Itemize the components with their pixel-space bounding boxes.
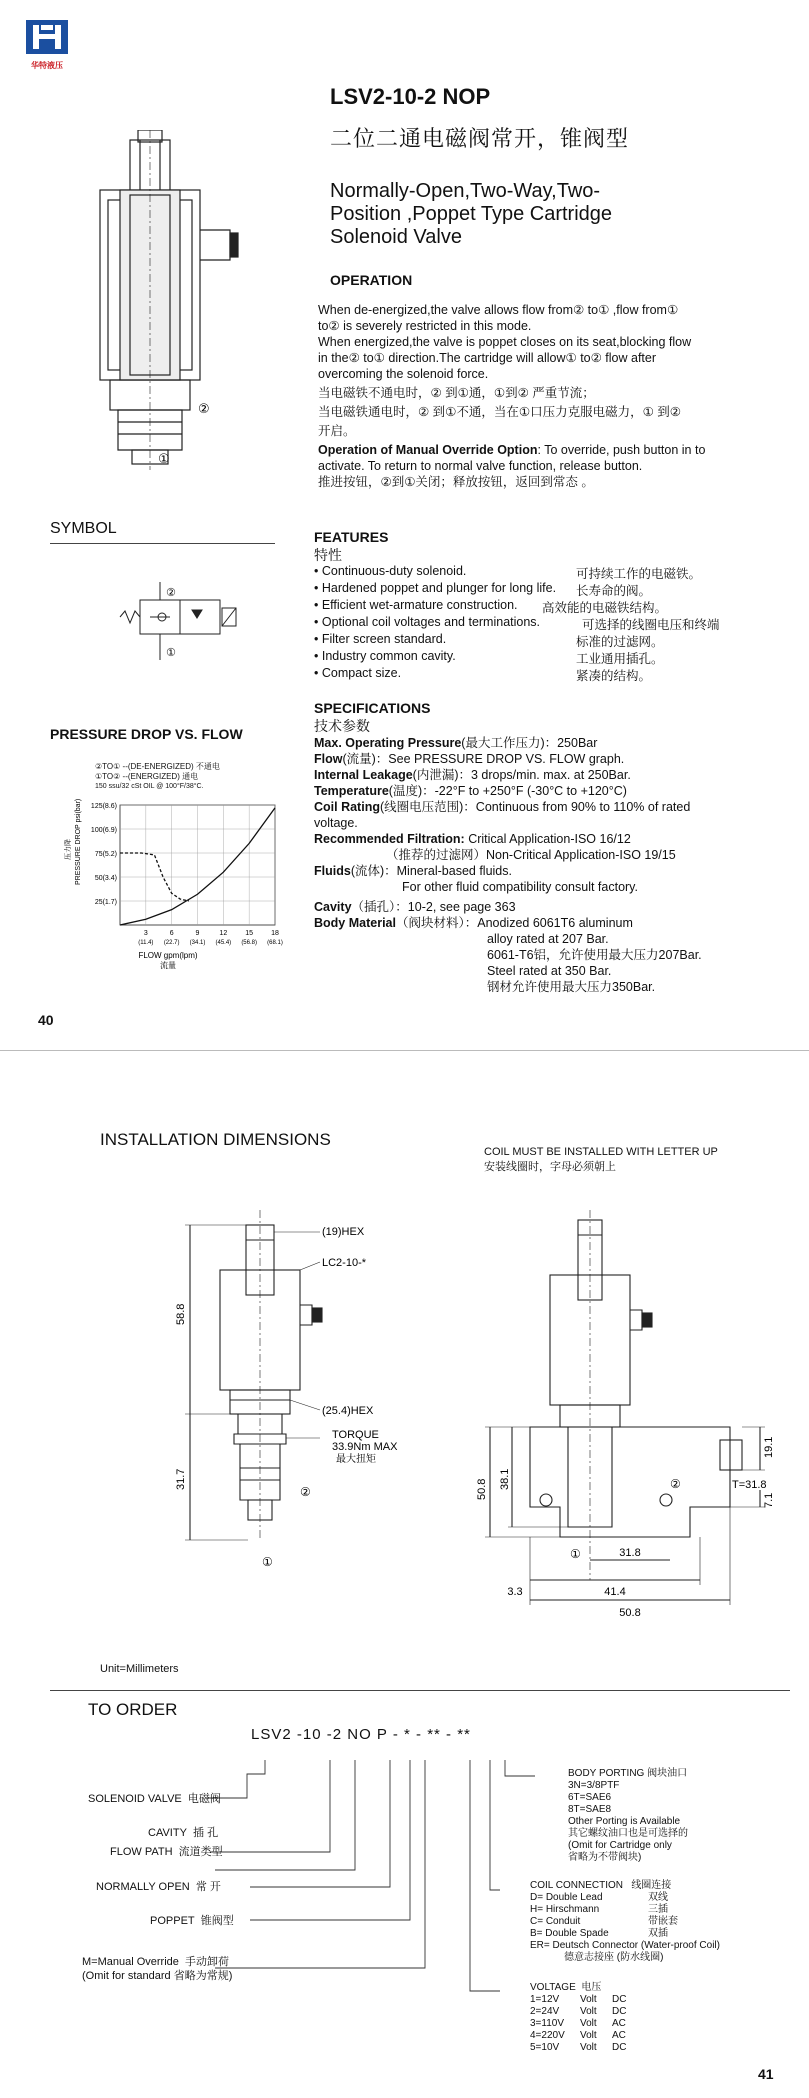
- features-list: [314, 564, 784, 683]
- left-port-2: ②: [300, 1485, 311, 1499]
- title-cn: 二位二通电磁阀常开，锥阀型: [330, 126, 630, 151]
- torque-cn: 最大扭矩: [336, 1454, 376, 1465]
- order-label-poppet: POPPET 锥阀型: [150, 1915, 234, 1927]
- order-omit-standard: (Omit for standard 省略为常规): [82, 1970, 233, 1982]
- drawing-port-2: ②: [198, 401, 210, 416]
- coil-note: COIL MUST BE INSTALLED WITH LETTER UP: [484, 1146, 718, 1158]
- installation-heading: INSTALLATION DIMENSIONS: [100, 1130, 331, 1149]
- pressure-drop-chart: [50, 795, 290, 970]
- torque-value: 33.9Nm MAX: [332, 1441, 398, 1453]
- body-porting: BODY PORTING 阀块油口 3N=3/8PTF 6T=SAE6 8T=SAE8 Other Porting is Available 其它螺纹油口也是可选择的 (Omit for Cartridge only 省略为不带阀块): [568, 1768, 688, 1863]
- specs-heading: SPECIFICATIONS: [314, 700, 431, 716]
- torque-label: TORQUE: [332, 1429, 379, 1441]
- chart-x-tick-label: 18: [271, 930, 279, 937]
- spec-row: Flow(流量)：See PRESSURE DROP VS. FLOW graph.: [314, 752, 625, 766]
- order-label-cavity: CAVITY 插 孔: [148, 1827, 219, 1839]
- spec-row: Recommended Filtration: Critical Application-ISO 16/12: [314, 832, 631, 846]
- divider: [50, 543, 275, 544]
- chart-x-tick-sublabel: (34.1): [189, 940, 206, 946]
- order-code: LSV2 -10 -2 NO P - * - ** - **: [251, 1726, 471, 1743]
- chart-ylabel: PRESSURE DROP psi(bar): [75, 798, 82, 885]
- order-heading: TO ORDER: [88, 1700, 178, 1719]
- dim-19-1: 19.1: [763, 1436, 775, 1458]
- chart-xlabel-cn: 流量: [160, 961, 176, 970]
- feature-item: • Compact size. 紧凑的结构。: [314, 666, 652, 683]
- feature-item: • Hardened poppet and plunger for long life. 长寿命的阀。: [314, 581, 652, 598]
- page-number: 40: [38, 1012, 54, 1028]
- chart-x-tick-sublabel: (68.1): [267, 940, 283, 946]
- chart-x-tick-label: 3: [143, 930, 148, 937]
- spec-row: Cavity（插孔）：10-2, see page 363: [314, 900, 516, 914]
- chart-y-tick-label: 125(8.6): [90, 803, 117, 810]
- dim-50-8-vertical: 50.8: [476, 1478, 488, 1500]
- chart-x-tick-sublabel: (45.4): [215, 940, 232, 946]
- chart-y-tick-label: 50(3.4): [94, 875, 117, 882]
- installation-drawing-right: [470, 1200, 800, 1620]
- right-port-1: ①: [570, 1547, 581, 1561]
- dim-50-8-horizontal: 50.8: [619, 1607, 641, 1619]
- chart-heading: PRESSURE DROP VS. FLOW: [50, 726, 243, 742]
- chart-x-tick-label: 9: [195, 930, 200, 937]
- operation-text: When de-energized,the valve allows flow from② to① ,flow from① to② is severely restricted in this mode. When energized,the valve is poppet closes on its seat,blocking flow in the② to① direction.The cartridge will allow① to② flow after overcoming the solenoid force. 当电磁铁不通电时，② 到①通，①到② 严重节流； 当电磁铁通电时，② 到①不通，当在①口压力克服电磁力，① 到② 开启。 Operation of Manual Override Option: To override, push button in to activate. To return to normal valve function, release button. 推进按钮，②到①关闭；释放按钮，返回到常态 。: [318, 303, 706, 489]
- order-label-flow-path: FLOW PATH 流道类型: [110, 1846, 223, 1858]
- feature-item: • Optional coil voltages and terminations. 可选择的线圈电压和终端: [314, 615, 720, 632]
- chart-x-tick-sublabel: (11.4): [138, 940, 154, 946]
- spec-row: Fluids(流体)：Mineral-based fluids.: [314, 864, 512, 878]
- symbol-heading: SYMBOL: [50, 520, 117, 537]
- voltage-options: VOLTAGE 电压 1=12V Volt DC 2=24V Volt DC 3=110V Volt AC 4=220V Volt AC 5=10V Volt DC: [530, 1982, 627, 2053]
- coil-model-label: LC2-10-*: [322, 1257, 367, 1269]
- model-title: LSV2-10-2 NOP: [330, 84, 491, 109]
- installation-drawing-left: [150, 1200, 400, 1580]
- title-en: Normally-Open,Two-Way,Two- Position ,Poppet Type Cartridge Solenoid Valve: [330, 180, 613, 248]
- hex-25-4-label: (25.4)HEX: [322, 1405, 374, 1417]
- coil-note-cn: 安装线圈时，字母必须朝上: [484, 1161, 616, 1173]
- chart-x-tick-label: 12: [219, 930, 228, 937]
- page-number: 41: [758, 2066, 774, 2082]
- dim-31-7: 31.7: [175, 1468, 187, 1490]
- hex-19-label: (19)HEX: [322, 1226, 365, 1238]
- order-label-manual-override: M=Manual Override 手动卸荷: [82, 1956, 230, 1968]
- symbol-port-2: ②: [166, 587, 176, 599]
- drawing-port-1: ①: [158, 451, 170, 466]
- brand-logo: [24, 18, 70, 68]
- features-heading: FEATURES: [314, 529, 389, 545]
- dim-31-8-horizontal: 31.8: [619, 1547, 641, 1559]
- logo-text: 华特液压: [31, 61, 63, 70]
- chart-x-tick-label: 6: [169, 930, 174, 937]
- logo-mark-icon: [24, 18, 70, 56]
- dim-7-1: 7.1: [763, 1492, 775, 1508]
- chart-x-tick-label: 15: [245, 930, 254, 937]
- feature-item: • Industry common cavity. 工业通用插孔。: [314, 649, 664, 666]
- spec-row: Temperature(温度)：-22°F to +250°F (-30°C to +120°C): [314, 784, 627, 798]
- feature-item: • Filter screen standard. 标准的过滤网。: [314, 632, 664, 649]
- right-port-2: ②: [670, 1477, 681, 1491]
- spec-row: Body Material（阀块材料）：Anodized 6061T6 aluminum: [314, 916, 633, 930]
- chart-x-tick-sublabel: (56.8): [241, 940, 258, 946]
- dim-58-8: 58.8: [175, 1303, 187, 1325]
- chart-y-tick-label: 100(6.9): [90, 827, 117, 834]
- unit-note: Unit=Millimeters: [100, 1663, 179, 1675]
- feature-item: • Continuous-duty solenoid. 可持续工作的电磁铁。: [314, 564, 702, 581]
- coil-connection: COIL CONNECTION 线圈连接 D= Double Lead 双线 H= Hirschmann 三插 C= Conduit 带嵌套 B= Double Spade 双插 ER= Deutsch Connector (Water-proof Coil) 德意志接座 (防水线圈): [530, 1880, 720, 1963]
- spec-row: Max. Operating Pressure(最大工作压力)：250Bar: [314, 736, 598, 750]
- chart-y-tick-label: 75(5.2): [94, 851, 117, 858]
- order-label-normally-open: NORMALLY OPEN 常 开: [96, 1881, 221, 1893]
- dim-t-31-8: T=31.8: [732, 1479, 767, 1491]
- dim-38-1: 38.1: [499, 1468, 511, 1490]
- dim-3-3: 3.3: [507, 1586, 523, 1598]
- page-separator: [0, 1050, 809, 1051]
- specs-heading-cn: 技术参数: [314, 718, 370, 734]
- chart-y-tick-label: 25(1.7): [94, 899, 117, 906]
- chart-xlabel: FLOW gpm(lpm): [138, 951, 198, 960]
- dim-41-4: 41.4: [604, 1586, 626, 1598]
- specs-list: Max. Operating Pressure(最大工作压力)：250Bar Flow(流量)：See PRESSURE DROP VS. FLOW graph. Internal Leakage(内泄漏)：3 drops/min. max. at 250Bar. Temperature(温度)：-22°F to +250°F (-30°C to +120°C) Coil Rating(线圈电压范围)：Continuous from 90% to 110% of rated voltage. Recommended Filtration: Critical Application-ISO 16/12 （推荐的过滤网）Non-Critical Application-ISO 19/15 Fluids(流体)：Mineral-based fluids. For other fluid compatibility consult factory. Cavity（插孔）：10-2, see page 363 Body Material（阀块材料）：Anodized 6061T6 aluminum alloy rated at 207 Bar. 6061-T6铝，允许使用最大压力207Bar. Steel rated at 350 Bar. 钢材允许使用最大压力350Bar.: [314, 735, 794, 995]
- left-port-1: ①: [262, 1555, 273, 1569]
- chart-x-tick-sublabel: (22.7): [163, 940, 180, 946]
- spec-row: Internal Leakage(内泄漏)：3 drops/min. max. at 250Bar.: [314, 768, 631, 782]
- chart-legend: ②TO① --(DE-ENERGIZED) 不通电 ①TO② --(ENERGIZED) 通电 150 ssu/32 cSt OIL @ 100°F/38°C.: [95, 762, 220, 790]
- order-label-solenoid: SOLENOID VALVE 电磁阀: [88, 1793, 221, 1805]
- override-label: Operation of Manual Override Option: [318, 443, 538, 457]
- operation-heading: OPERATION: [330, 272, 413, 288]
- chart-ylabel-cn: 压力降: [65, 839, 72, 860]
- hydraulic-symbol: [110, 582, 250, 662]
- symbol-port-1: ①: [166, 647, 176, 659]
- valve-sectional-drawing: [80, 130, 310, 470]
- features-heading-cn: 特性: [314, 547, 342, 563]
- spec-row: Coil Rating(线圈电压范围)：Continuous from 90% to 110% of rated: [314, 800, 691, 814]
- feature-item: • Efficient wet-armature construction. 高效能的电磁铁结构。: [314, 598, 668, 615]
- divider: [50, 1690, 790, 1691]
